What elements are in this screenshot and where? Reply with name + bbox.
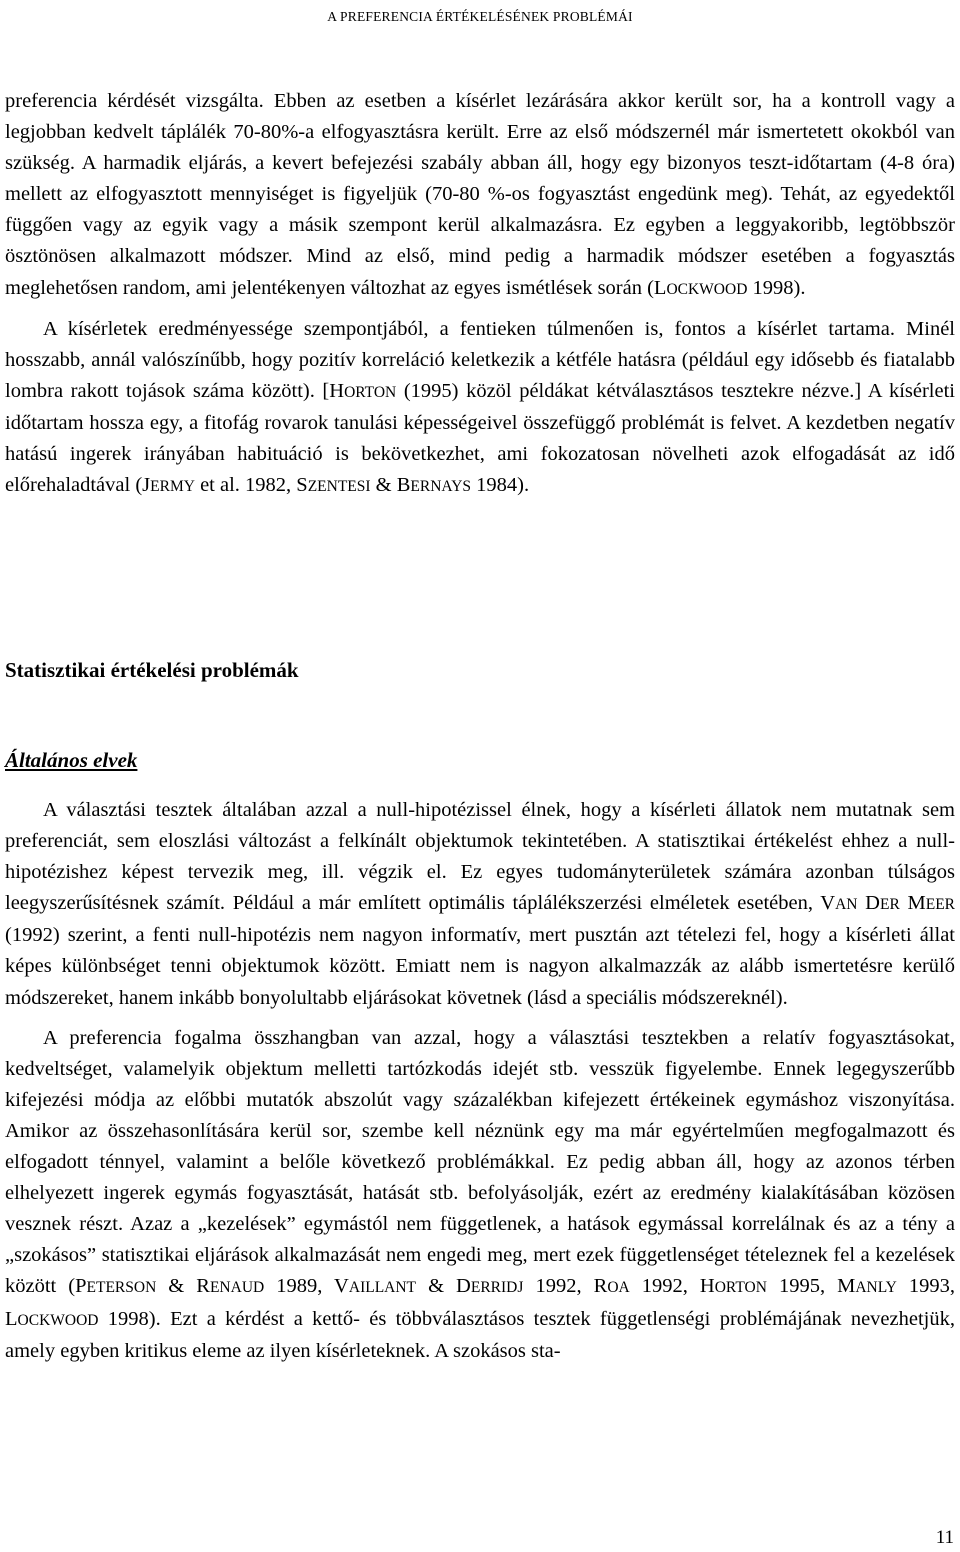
paragraph: A választási tesztek általában azzal a null-hipotézissel élnek, hogy a kísérleti állatok nem mutatnak sem preferenciát, sem eloszlási változást a felkínált objektumok tekintetében. A statisztikai értékelést ehhez a null-hipotézishez képest tervezik meg, ill. végzik el. Ez egyes tudományterületek számára azonban túlságos leegyszerűsítésnek számít. Például a már említett optimális táplálékszerzési elméletek esetében, VAN DER MEER (1992) szerint, a fenti null-hipotézis nem nagyon informatív, mert pusztán azt tételezi fel, hogy a kísérleti állat képes különbséget tenni objektumok között. Emiatt nem is nagyon alkalmazzák az alább ismertetésre kerülő módszereket, hanem inkább bonyolultabb eljárásokat követnek (lásd a speciális módszereknél). bbox=[5, 799, 956, 1009]
page-number: 11 bbox=[935, 1527, 954, 1548]
section-heading: Statisztikai értékelési problémák bbox=[5, 658, 299, 682]
subsection-heading: Általános elvek bbox=[5, 748, 138, 772]
paragraph: preferencia kérdését vizsgálta. Ebben az esetben a kísérlet lezárására akkor került sor, ha a kontroll vagy a legjobban kedvelt táplálék 70-80%-a elfogyasztásra került. Erre az első módszernél már ismertetett okokból van szükség. A harmadik eljárás, a kevert befejezési szabály abban áll, hogy egy bizonyos teszt-időtartam (4-8 óra) mellett az elfogyasztott mennyiséget is figyeljük (70-80 %-os fogyasztást engedünk meg). Tehát, az egyedektől függően vagy az egyik vagy a másik szempont kerül alkalmazásra. Ez egyben a leggyakoribb, legtöbbször ösztönösen alkalmazott módszer. Mind az első, mind pedig a harmadik módszer esetében a fogyasztás meglehetősen random, ami jelentékenyen változhat az egyes ismétlések során (LOCKWOOD 1998). bbox=[5, 90, 955, 299]
paragraph: A preferencia fogalma összhangban van azzal, hogy a választási tesztekben a relatív fogyasztásokat, kedveltséget, valamelyik objektum melletti tartózkodás idejét stb. vesszük figyelembe. Ennek legegyszerűbb kifejezési módja az előbbi mutatók abszolút vagy százalékban kifejezett értékeinek egymáshoz viszonyítása. Amikor az összehasonlítására kerül sor, szembe kell néznünk egy ma már egyértelműen megfogalmazott és elfogadott ténnyel, valamint a belőle következő problémákkal. Ez pedig abban áll, hogy az azonos térben elhelyezett ingerek egymás fogyasztását, hatását stb. befolyásolják, ezért az eredmény kialakításában közösen vesznek részt. Azaz a „kezelések” egymástól nem függetlenek, a hatások egymással korrelálnak és az a tény a „szokásos” statisztikai eljárások alkalmazását nem engedi meg, mert ezek függetlenséget tételeznek fel a kezelések között (PETERSON & RENAUD 1989, VAILLANT & DERRIDJ 1992, ROA 1992, HORTON 1995, MANLY 1993, LOCKWOOD 1998). Ezt a kérdést a kettő- és többválasztásos tesztek függetlenségi problémájának nevezhetjük, amely egyben kritikus eleme az ilyen kísérleteknek. A szokásos sta- bbox=[5, 1026, 956, 1362]
running-header: A PREFERENCIA ÉRTÉKELÉSÉNEK PROBLÉMÁI bbox=[327, 9, 633, 24]
paragraph: A kísérletek eredményessége szempontjából, a fentieken túlmenően is, fontos a kísérlet tartama. Minél hosszabb, annál valószínűbb, hogy pozitív korreláció keletkezik a kétféle hatásra (például egy idősebb és fiatalabb lombra rakott tojások száma között). [HORTON (1995) közöl példákat kétválasztásos tesztekre nézve.] A kísérleti időtartam hossza egy, a fitofág rovarok tanulási képességeivel összefüggő problémát is felvet. A kezdetben negatív hatású ingerek irányában habituáció is bekövetkezhet, ami fokozatosan növelheti azok elfogadását az idő előrehaladtával (JERMY et al. 1982, SZENTESI & BERNAYS 1984). bbox=[5, 317, 955, 497]
body-text-bottom bbox=[5, 795, 955, 1367]
body-text-top bbox=[5, 86, 955, 502]
